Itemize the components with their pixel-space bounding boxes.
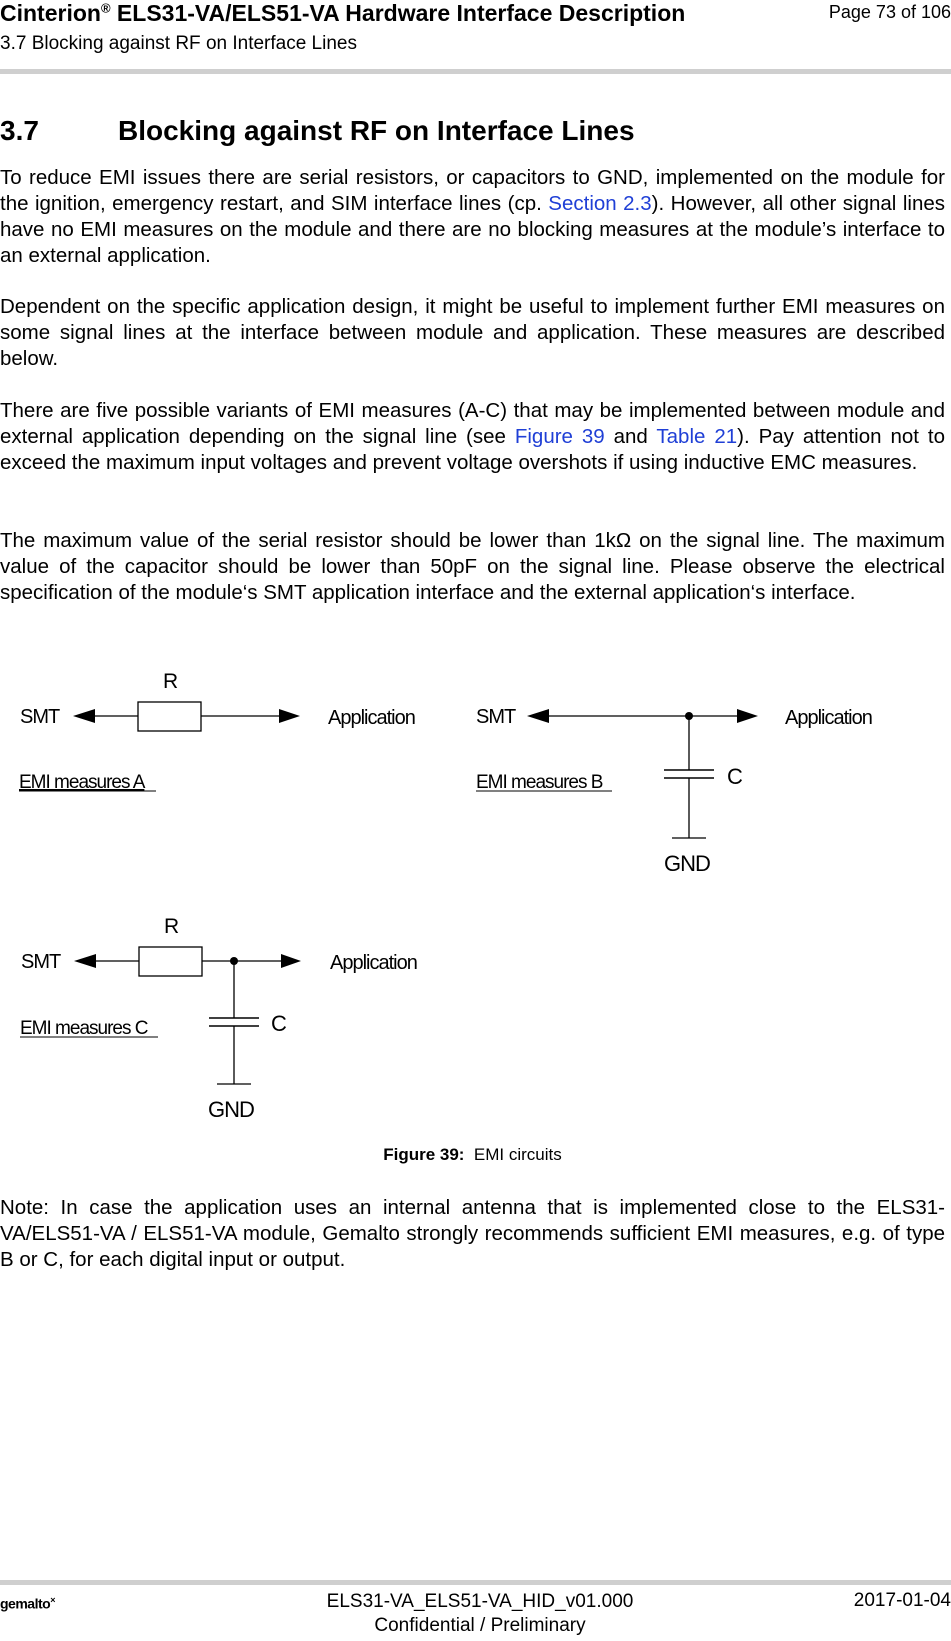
- application-a-label: Application: [328, 707, 415, 729]
- figure-caption: [0, 1145, 945, 1165]
- caption-text: EMI circuits: [473, 1145, 562, 1164]
- emi-circuits-figure: [0, 660, 951, 1130]
- p3-and: and: [604, 425, 657, 448]
- p3-text-b: ). Pay attention not to exceed the maximum input voltages and prevent voltage overshots if using inductive EMC measures.: [0, 425, 945, 474]
- capacitor-c-label: C: [271, 1011, 287, 1036]
- circuit-a: [19, 670, 415, 793]
- smt-c-label: SMT: [21, 951, 61, 973]
- section-title: Blocking against RF on Interface Lines: [118, 115, 635, 146]
- p1-text-b: ). However, all other signal lines have no EMI measures on the module and there are no blocking measures at the module’s interface to an external application.: [0, 192, 945, 267]
- resistor-a: [138, 702, 201, 731]
- arrow-left-b: [527, 709, 549, 723]
- table-link[interactable]: Table 21: [656, 425, 738, 448]
- title-rest: ELS31-VA/ELS51-VA Hardware Interface Description: [110, 0, 686, 26]
- smt-b-label: SMT: [476, 706, 516, 728]
- section-number: 3.7: [0, 115, 39, 146]
- paragraph-3: [0, 398, 945, 476]
- paragraph-4: The maximum value of the serial resistor should be lower than 1kΩ on the signal line. The maximum value of the capacitor should be lower than 50pF on the signal line. Please observe the electrical specification of the module‘s SMT application interface and the external application‘s interface.: [0, 529, 945, 604]
- arrow-right-b: [737, 709, 758, 723]
- circuit-b: [476, 706, 872, 876]
- gnd-b-label: GND: [664, 851, 710, 876]
- document-title: [0, 0, 685, 27]
- page-number: Page 73 of 106: [828, 2, 951, 22]
- arrow-right-c: [281, 954, 301, 968]
- arrow-left-c: [74, 954, 96, 968]
- section-heading: [0, 115, 635, 147]
- document-date: 2017-01-04: [853, 1590, 951, 1611]
- gemalto-logo: [0, 1595, 55, 1612]
- circuit-c: [20, 915, 417, 1122]
- capacitor-b-label: C: [727, 764, 743, 789]
- p1-text-a: To reduce EMI issues there are serial resistors, or capacitors to GND, implemented on the module for the ignition, emergency restart, and SIM interface lines (cp.: [0, 166, 945, 215]
- emi-measures-b-label: EMI measures B: [476, 772, 603, 793]
- arrow-right-a: [279, 709, 300, 723]
- p3-text-a: There are five possible variants of EMI measures (A-C) that may be implemented between module and external application depending on the signal line (see: [0, 399, 945, 448]
- confidentiality-note: Confidential / Preliminary: [374, 1615, 586, 1636]
- figure-link[interactable]: Figure 39: [514, 425, 605, 448]
- note-paragraph: Note: In case the application uses an internal antenna that is implemented close to the ELS31-VA/ELS51-VA / ELS51-VA module, Gemalto strongly recommends sufficient EMI measures, e.g. of type B or C, for each digital input or output.: [0, 1196, 945, 1271]
- logo-text: gemalto: [0, 1595, 51, 1612]
- section-link[interactable]: Section 2.3: [548, 192, 652, 215]
- header-divider: [0, 69, 951, 74]
- resistor-c: [139, 947, 202, 976]
- paragraph-2: Dependent on the specific application design, it might be useful to implement further EMI measures on some signal lines at the interface between module and application. These measures are described below.: [0, 295, 945, 370]
- smt-a-label: SMT: [20, 706, 60, 728]
- footer-center: [300, 1590, 660, 1638]
- application-c-label: Application: [330, 952, 417, 974]
- header-section-title: 3.7 Blocking against RF on Interface Lines: [0, 33, 357, 54]
- footer-divider: [0, 1580, 951, 1585]
- paragraph-1: [0, 165, 945, 269]
- emi-measures-c-label: EMI measures C: [20, 1018, 148, 1039]
- application-b-label: Application: [785, 707, 872, 729]
- gnd-c-label: GND: [208, 1097, 254, 1122]
- resistor-a-label: R: [163, 670, 179, 693]
- arrow-left-a: [73, 709, 95, 723]
- document-id: ELS31-VA_ELS51-VA_HID_v01.000: [326, 1591, 634, 1612]
- caption-label: Figure 39:: [383, 1145, 465, 1164]
- registered-mark: ®: [100, 0, 111, 16]
- resistor-c-label: R: [164, 915, 180, 938]
- logo-mark: ×: [50, 1595, 55, 1605]
- title-brand: Cinterion: [0, 0, 101, 26]
- emi-measures-a-label: EMI measures A: [19, 772, 145, 793]
